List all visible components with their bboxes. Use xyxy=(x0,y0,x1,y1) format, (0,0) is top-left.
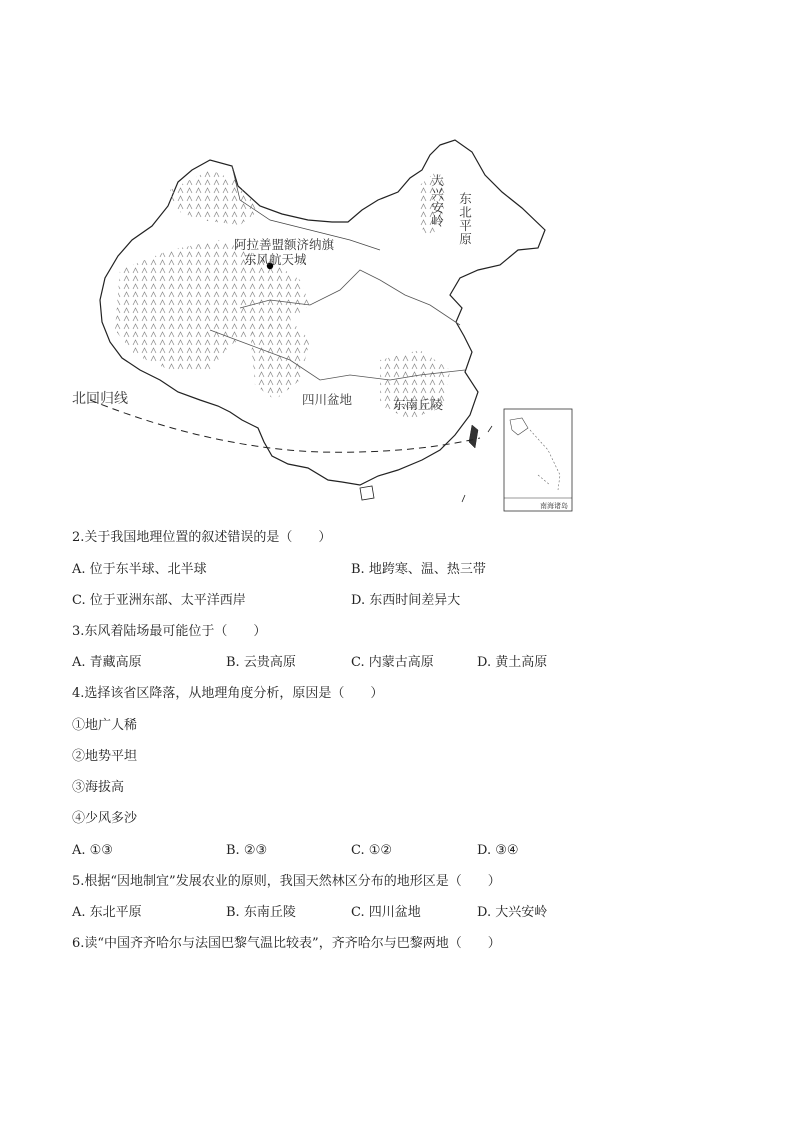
question-6-stem xyxy=(72,937,501,950)
label-southeast-hills: 东南丘陵 xyxy=(393,397,444,412)
label-daxinganling: 大兴安岭 xyxy=(429,174,445,228)
q4-option-c: C. ①② xyxy=(351,843,393,858)
q2-option-d: D. 东西时间差异大 xyxy=(351,593,461,608)
q4-option-b: B. ②③ xyxy=(226,843,268,858)
question-5-stem xyxy=(72,875,501,888)
q4-item-1: ①地广人稀 xyxy=(72,718,138,733)
q5-option-c: C. 四川盆地 xyxy=(351,905,421,920)
china-map xyxy=(60,130,580,515)
q3-option-d: D. 黄土高原 xyxy=(477,655,548,670)
label-dongfeng: 东风航天城 xyxy=(244,252,307,267)
question-number: 6. xyxy=(72,936,85,951)
question-number: 5. xyxy=(72,874,85,889)
q3-option-c: C. 内蒙古高原 xyxy=(351,655,434,670)
south-china-sea-inset xyxy=(504,409,572,511)
q4-item-2: ②地势平坦 xyxy=(72,749,138,764)
question-text: 读“中国齐齐哈尔与法国巴黎气温比较表”，齐齐哈尔与巴黎两地（ ） xyxy=(84,936,501,951)
q2-option-b: B. 地跨寒、温、热三带 xyxy=(351,562,486,577)
q5-option-b: B. 东南丘陵 xyxy=(226,905,296,920)
q5-option-a: A. 东北平原 xyxy=(72,905,142,920)
q4-item-4: ④少风多沙 xyxy=(72,811,138,826)
q4-item-3: ③海拔高 xyxy=(72,780,125,795)
question-3-stem xyxy=(72,625,266,638)
q4-option-d: D. ③④ xyxy=(477,843,519,858)
taiwan-island xyxy=(469,425,478,448)
label-nanhai: 南海诸岛 xyxy=(540,502,568,510)
label-alashan: 阿拉善盟额济纳旗 xyxy=(234,237,335,252)
question-2-stem xyxy=(72,531,331,544)
question-text: 根据“因地制宜”发展农业的原则，我国天然林区分布的地形区是（ ） xyxy=(84,874,501,889)
question-text: 东风着陆场最可能位于（ ） xyxy=(84,624,267,639)
q2-option-a: A. 位于东半球、北半球 xyxy=(72,562,207,577)
hainan-island xyxy=(360,486,374,500)
question-number: 4. xyxy=(72,686,85,701)
question-number: 2. xyxy=(72,530,85,545)
label-tropic: 北回归线 xyxy=(72,391,128,407)
question-4-stem xyxy=(72,687,383,700)
q2-option-c: C. 位于亚洲东部、太平洋西岸 xyxy=(72,593,246,608)
china-map-svg xyxy=(60,130,580,515)
question-text: 选择该省区降落，从地理角度分析，原因是（ ） xyxy=(84,686,384,701)
q3-option-b: B. 云贵高原 xyxy=(226,655,296,670)
label-sichuan-basin: 四川盆地 xyxy=(302,392,353,407)
label-dongbei-plain: 东北平原 xyxy=(457,192,473,246)
q3-option-a: A. 青藏高原 xyxy=(72,655,142,670)
q5-option-d: D. 大兴安岭 xyxy=(477,905,548,920)
question-text: 关于我国地理位置的叙述错误的是（ ） xyxy=(84,530,332,545)
question-number: 3. xyxy=(72,624,85,639)
q4-option-a: A. ①③ xyxy=(72,843,113,858)
